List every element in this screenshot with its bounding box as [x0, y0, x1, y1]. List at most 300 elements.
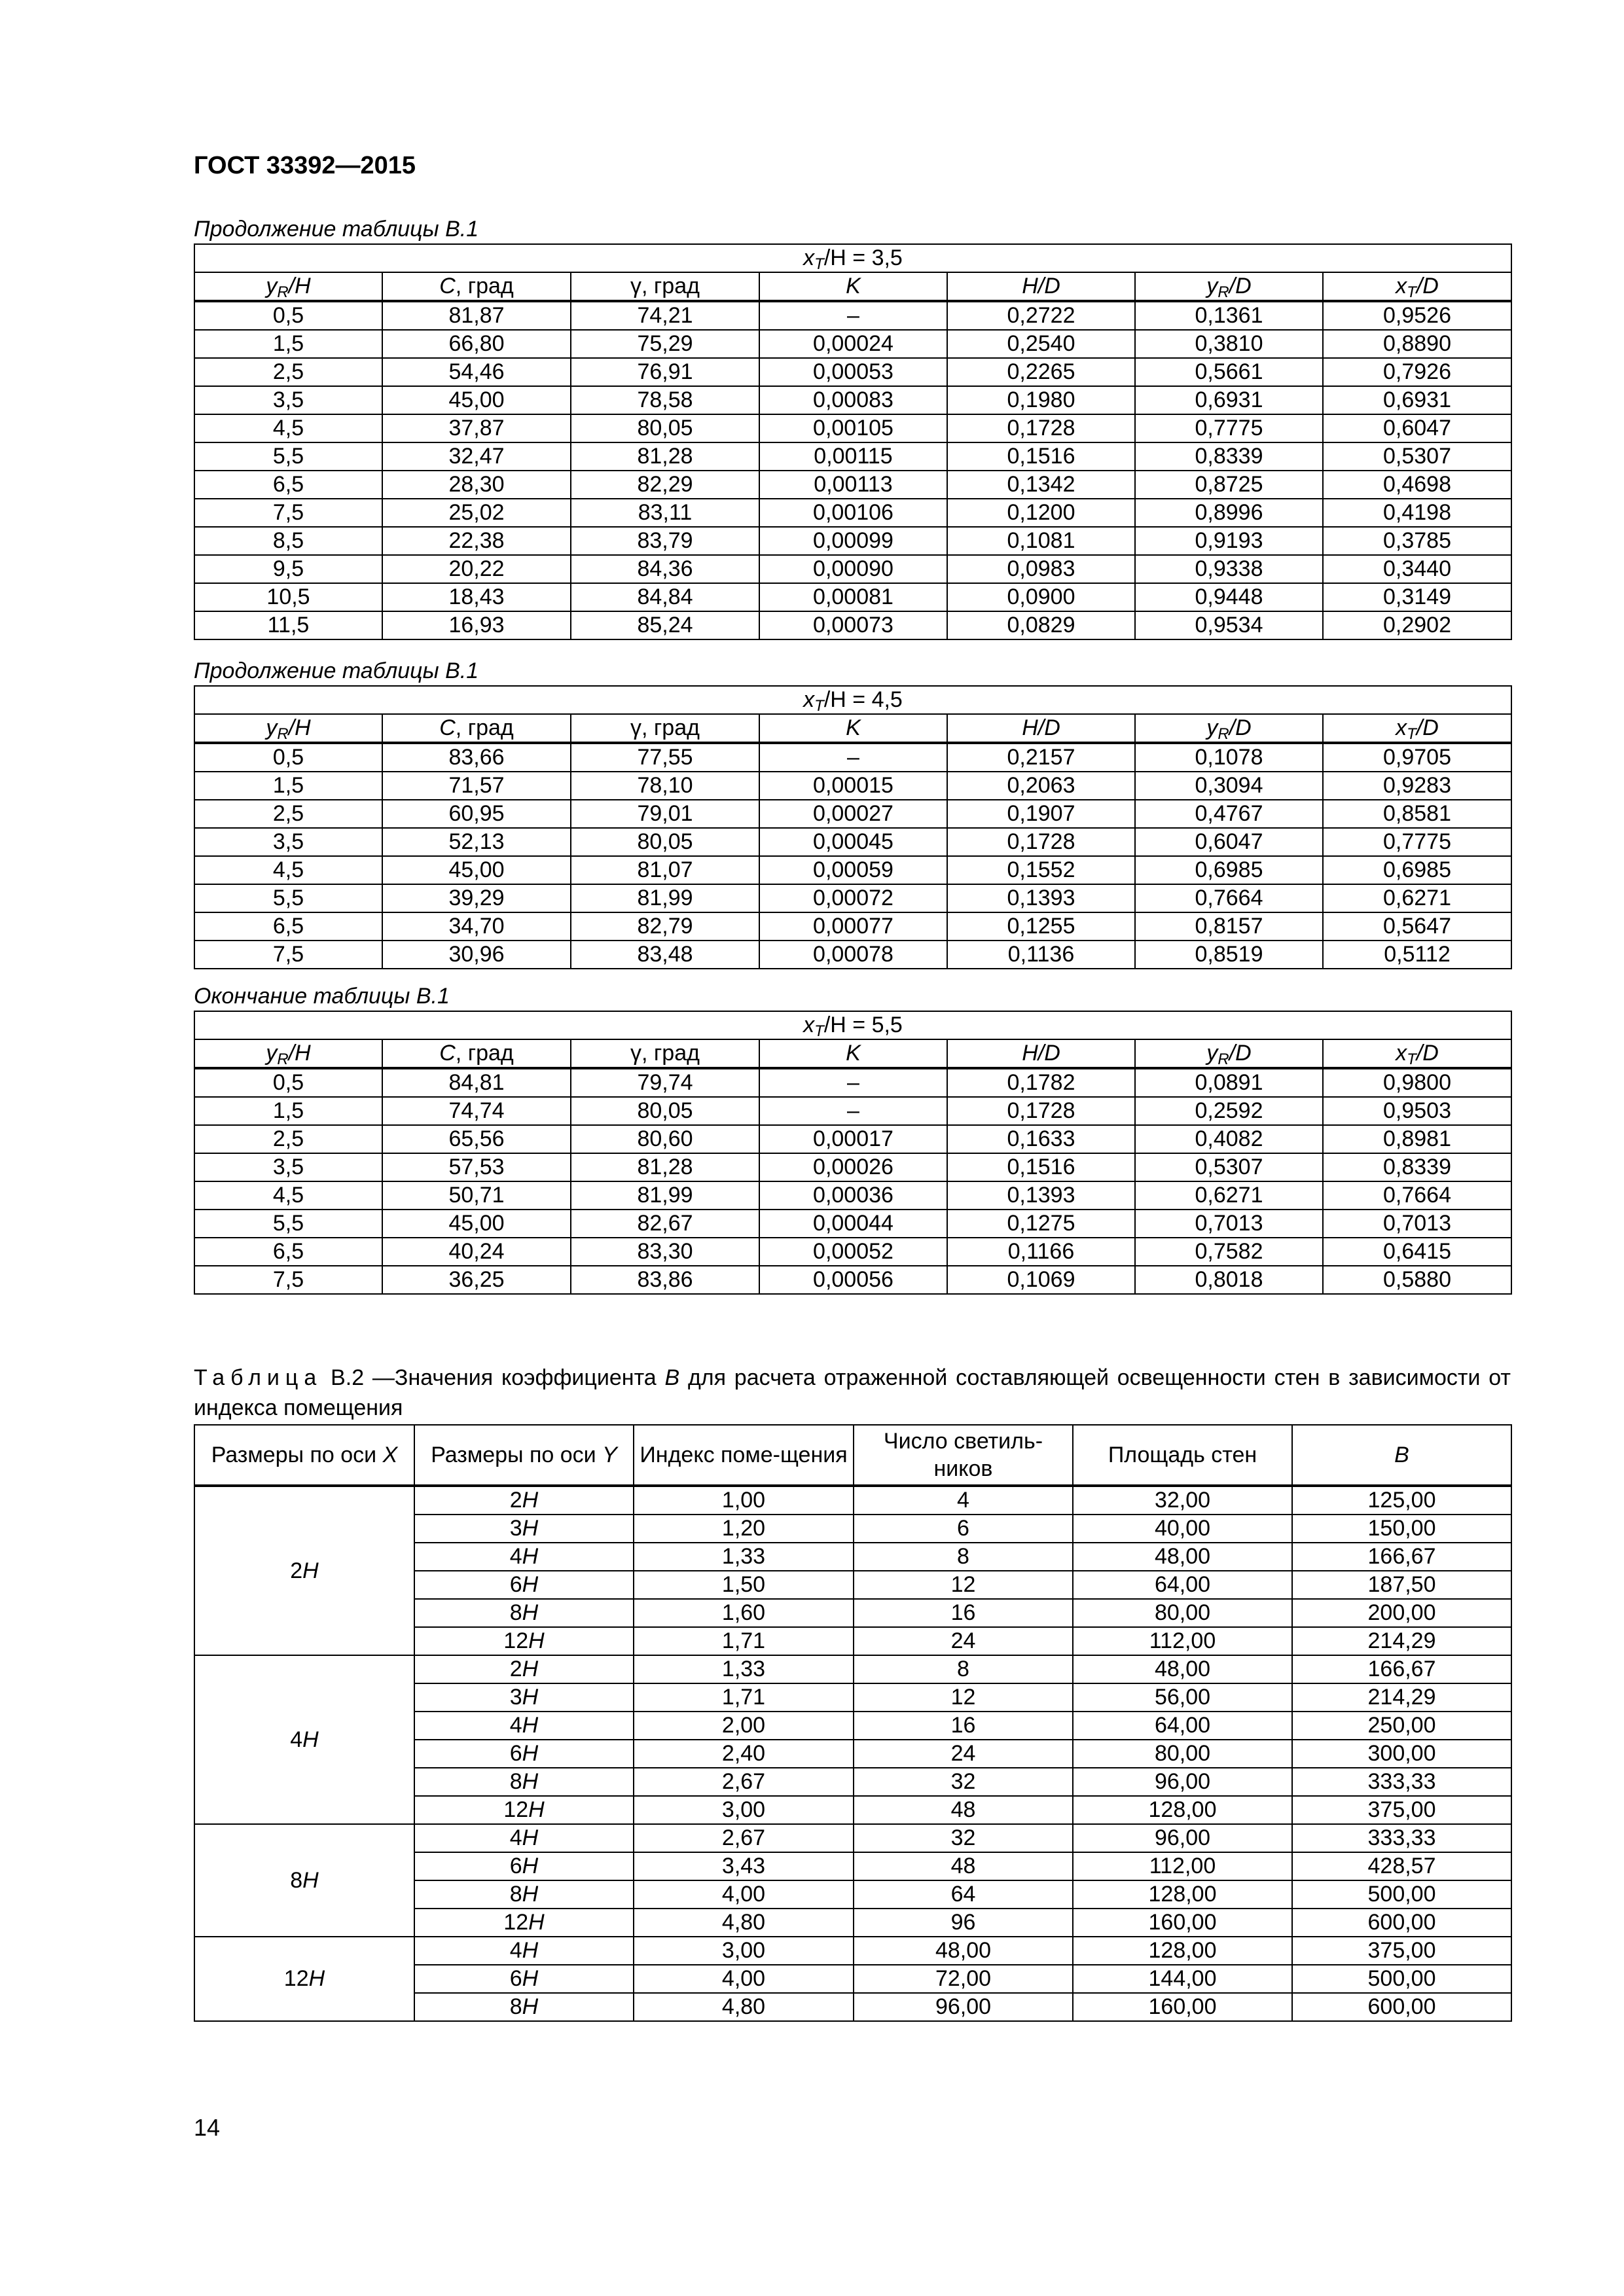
- table-cell: 32,00: [1073, 1486, 1292, 1515]
- table-cell: 57,53: [382, 1153, 571, 1181]
- column-header-row: [194, 272, 1511, 301]
- table-cell: 80,05: [571, 414, 759, 442]
- table-cell: 82,67: [571, 1210, 759, 1238]
- table-cell: 7,5: [194, 1266, 382, 1294]
- table-cell: 112,00: [1073, 1627, 1292, 1655]
- table-cell: 37,87: [382, 414, 571, 442]
- table-cell: 82,29: [571, 471, 759, 499]
- table-row: [194, 912, 1511, 941]
- table-cell: 0,1980: [947, 386, 1135, 414]
- table-cell: 0,7582: [1135, 1238, 1323, 1266]
- table-cell: 160,00: [1073, 1909, 1292, 1937]
- size-y-cell: 12H: [414, 1909, 634, 1937]
- table-cell: 64: [854, 1880, 1073, 1909]
- table-cell: 0,6931: [1135, 386, 1323, 414]
- col-header-gamma: γ, град: [571, 1039, 759, 1068]
- table-cell: 0,1342: [947, 471, 1135, 499]
- table-cell: 1,00: [634, 1486, 854, 1515]
- size-y-cell: 8H: [414, 1768, 634, 1796]
- table-cell: 2,5: [194, 1125, 382, 1153]
- table-cell: 0,2540: [947, 330, 1135, 358]
- table-cell: 1,71: [634, 1683, 854, 1712]
- table-cell: 0,8996: [1135, 499, 1323, 527]
- table-cell: 81,07: [571, 856, 759, 884]
- group-size-x-cell: 4H: [194, 1655, 414, 1824]
- table-cell: 1,50: [634, 1571, 854, 1599]
- size-y-cell: 6H: [414, 1965, 634, 1993]
- table-cell: 8: [854, 1543, 1073, 1571]
- table-row: [194, 583, 1511, 611]
- table-cell: 79,74: [571, 1068, 759, 1097]
- table-cell: 25,02: [382, 499, 571, 527]
- table-cell: 3,00: [634, 1937, 854, 1965]
- table-cell: 0,1552: [947, 856, 1135, 884]
- size-y-cell: 12H: [414, 1796, 634, 1824]
- size-y-cell: 8H: [414, 1880, 634, 1909]
- col-header-luminaire-count: Число светиль-ников: [854, 1425, 1073, 1486]
- table-row: [194, 1486, 1511, 1515]
- table-b1-part2: [194, 685, 1512, 969]
- table-cell: 0,1069: [947, 1266, 1135, 1294]
- table-cell: 125,00: [1292, 1486, 1511, 1515]
- table-cell: 0,00113: [759, 471, 947, 499]
- table-cell: 1,60: [634, 1599, 854, 1627]
- table-cell: 112,00: [1073, 1852, 1292, 1880]
- table-cell: 0,1081: [947, 527, 1135, 555]
- table-cell: 0,1166: [947, 1238, 1135, 1266]
- table-cell: –: [759, 1068, 947, 1097]
- table-cell: 0,6271: [1323, 884, 1511, 912]
- table-cell: 0,00073: [759, 611, 947, 639]
- table-cell: 0,7775: [1323, 828, 1511, 856]
- table-cell: 0,8725: [1135, 471, 1323, 499]
- table-cell: 300,00: [1292, 1740, 1511, 1768]
- table-cell: 6,5: [194, 1238, 382, 1266]
- table-cell: 3,5: [194, 828, 382, 856]
- table-cell: 24: [854, 1740, 1073, 1768]
- table-cell: 83,66: [382, 743, 571, 772]
- table-cell: 60,95: [382, 800, 571, 828]
- table-cell: 0,00026: [759, 1153, 947, 1181]
- table-cell: 0,7926: [1323, 358, 1511, 386]
- table-cell: 96,00: [1073, 1768, 1292, 1796]
- table-cell: 3,43: [634, 1852, 854, 1880]
- table-cell: 4,00: [634, 1965, 854, 1993]
- table-cell: 6,5: [194, 912, 382, 941]
- table-b1-part1-block: [194, 215, 1511, 640]
- table-cell: 66,80: [382, 330, 571, 358]
- table-cell: 0,1728: [947, 414, 1135, 442]
- table-cell: 428,57: [1292, 1852, 1511, 1880]
- group-size-x-cell: 12H: [194, 1937, 414, 2021]
- table-row: [194, 1655, 1511, 1683]
- table-cell: 81,28: [571, 1153, 759, 1181]
- size-y-cell: 4H: [414, 1543, 634, 1571]
- table-cell: 0,00106: [759, 499, 947, 527]
- table-cell: 0,8890: [1323, 330, 1511, 358]
- col-header-h-d: H/D: [947, 1039, 1135, 1068]
- table-cell: 80,05: [571, 1097, 759, 1125]
- table-cell: 0,00077: [759, 912, 947, 941]
- table-cell: 0,00045: [759, 828, 947, 856]
- table-cell: 77,55: [571, 743, 759, 772]
- table-cell: 2,40: [634, 1740, 854, 1768]
- table-row: [194, 358, 1511, 386]
- table-cell: 83,79: [571, 527, 759, 555]
- table-cell: 3,00: [634, 1796, 854, 1824]
- table-cell: 56,00: [1073, 1683, 1292, 1712]
- table-cell: 32: [854, 1824, 1073, 1852]
- table-cell: 45,00: [382, 386, 571, 414]
- table-cell: 0,6415: [1323, 1238, 1511, 1266]
- table-cell: 0,8519: [1135, 941, 1323, 969]
- table-cell: 0,1361: [1135, 301, 1323, 330]
- table-cell: 34,70: [382, 912, 571, 941]
- table-cell: 8: [854, 1655, 1073, 1683]
- table-cell: 45,00: [382, 1210, 571, 1238]
- table-cell: 2,5: [194, 358, 382, 386]
- table-b1-part3-block: [194, 982, 1511, 1295]
- table-cell: 2,00: [634, 1712, 854, 1740]
- table-cell: 0,6047: [1323, 414, 1511, 442]
- table-cell: 75,29: [571, 330, 759, 358]
- table-cell: 96,00: [854, 1993, 1073, 2021]
- table-row: [194, 828, 1511, 856]
- table-cell: 0,00072: [759, 884, 947, 912]
- col-header-yr-h: $y_R/H$: [194, 1039, 382, 1068]
- column-header-row: [194, 1039, 1511, 1068]
- table-cell: 187,50: [1292, 1571, 1511, 1599]
- table-cell: 2,67: [634, 1824, 854, 1852]
- table-cell: 3,5: [194, 386, 382, 414]
- table-row: [194, 301, 1511, 330]
- table-cell: 48,00: [854, 1937, 1073, 1965]
- col-header-k: K: [759, 1039, 947, 1068]
- table-cell: 0,1200: [947, 499, 1135, 527]
- table-cell: 0,5112: [1323, 941, 1511, 969]
- size-y-cell: 8H: [414, 1993, 634, 2021]
- table-row: [194, 471, 1511, 499]
- table-b1-part1: [194, 243, 1512, 640]
- table-cell: 0,00099: [759, 527, 947, 555]
- table-cell: 83,11: [571, 499, 759, 527]
- table-b2-caption: Таблица В.2 —Значения коэффициента B для расчета отраженной составляющей освещенности стен в зависимости от индекса помещения: [194, 1365, 1511, 1420]
- table-row: [194, 330, 1511, 358]
- table-cell: 4,00: [634, 1880, 854, 1909]
- table-cell: 0,6985: [1323, 856, 1511, 884]
- group-size-x-cell: 8H: [194, 1824, 414, 1937]
- table-cell: 84,81: [382, 1068, 571, 1097]
- table-row: [194, 1824, 1511, 1852]
- table-cell: 0,1516: [947, 1153, 1135, 1181]
- table-cell: 39,29: [382, 884, 571, 912]
- table-cell: 500,00: [1292, 1880, 1511, 1909]
- table-cell: 0,0900: [947, 583, 1135, 611]
- table-cell: 5,5: [194, 442, 382, 471]
- table-cell: 48: [854, 1796, 1073, 1824]
- col-header-gamma: γ, град: [571, 272, 759, 301]
- table-cell: 4,5: [194, 414, 382, 442]
- table-cell: 30,96: [382, 941, 571, 969]
- table-cell: 0,6931: [1323, 386, 1511, 414]
- table-cell: 20,22: [382, 555, 571, 583]
- table-row: [194, 386, 1511, 414]
- col-header-k: K: [759, 272, 947, 301]
- table-cell: 0,3440: [1323, 555, 1511, 583]
- table-cell: 0,8018: [1135, 1266, 1323, 1294]
- size-y-cell: 4H: [414, 1712, 634, 1740]
- table-cell: 22,38: [382, 527, 571, 555]
- table-cell: 28,30: [382, 471, 571, 499]
- table-cell: 214,29: [1292, 1627, 1511, 1655]
- table-cell: 250,00: [1292, 1712, 1511, 1740]
- table-cell: 96: [854, 1909, 1073, 1937]
- col-header-room-index: Индекс поме-щения: [634, 1425, 854, 1486]
- table-cell: –: [759, 301, 947, 330]
- table-cell: 81,99: [571, 1181, 759, 1210]
- table-cell: 80,00: [1073, 1740, 1292, 1768]
- table-cell: 82,79: [571, 912, 759, 941]
- table-cell: 0,3785: [1323, 527, 1511, 555]
- table-cell: 84,84: [571, 583, 759, 611]
- size-y-cell: 6H: [414, 1852, 634, 1880]
- table-cell: 18,43: [382, 583, 571, 611]
- table-cell: 4,80: [634, 1909, 854, 1937]
- table-cell: 0,4698: [1323, 471, 1511, 499]
- table-cell: 0,6271: [1135, 1181, 1323, 1210]
- table-cell: 4: [854, 1486, 1073, 1515]
- table-cell: 375,00: [1292, 1937, 1511, 1965]
- table-cell: 0,5: [194, 301, 382, 330]
- table-cell: 78,58: [571, 386, 759, 414]
- table-cell: 0,00053: [759, 358, 947, 386]
- table-cell: 0,8581: [1323, 800, 1511, 828]
- table-cell: 0,0891: [1135, 1068, 1323, 1097]
- table-cell: 64,00: [1073, 1712, 1292, 1740]
- table-cell: 76,91: [571, 358, 759, 386]
- col-header-xt-d: $x_T/D$: [1323, 1039, 1511, 1068]
- table-cell: 2,67: [634, 1768, 854, 1796]
- col-header-yr-h: $y_R/H$: [194, 272, 382, 301]
- table-cell: 0,00059: [759, 856, 947, 884]
- table-cell: 0,7013: [1323, 1210, 1511, 1238]
- table-cell: 375,00: [1292, 1796, 1511, 1824]
- table-cell: 5,5: [194, 1210, 382, 1238]
- col-header-xt-d: $x_T/D$: [1323, 714, 1511, 743]
- size-y-cell: 6H: [414, 1571, 634, 1599]
- table-cell: 54,46: [382, 358, 571, 386]
- table-cell: 0,2063: [947, 772, 1135, 800]
- table-cell: 0,00044: [759, 1210, 947, 1238]
- table-cell: 0,1078: [1135, 743, 1323, 772]
- col-header-h-d: H/D: [947, 272, 1135, 301]
- table-cell: 0,00083: [759, 386, 947, 414]
- table-cell: 12: [854, 1571, 1073, 1599]
- group-header-row: [194, 244, 1511, 272]
- table-cell: 0,00081: [759, 583, 947, 611]
- table-cell: 4,5: [194, 856, 382, 884]
- table-cell: –: [759, 1097, 947, 1125]
- table-cell: 0,5307: [1323, 442, 1511, 471]
- table-cell: 74,74: [382, 1097, 571, 1125]
- table-cell: 8,5: [194, 527, 382, 555]
- table-caption: Продолжение таблицы В.1: [194, 217, 479, 242]
- table-cell: 0,1633: [947, 1125, 1135, 1153]
- table-cell: 79,01: [571, 800, 759, 828]
- table-cell: 0,1255: [947, 912, 1135, 941]
- col-header-wall-area: Площадь стен: [1073, 1425, 1292, 1486]
- table-cell: 0,5: [194, 1068, 382, 1097]
- table-cell: 11,5: [194, 611, 382, 639]
- table-row: [194, 884, 1511, 912]
- table-cell: 0,1516: [947, 442, 1135, 471]
- table-row: [194, 1181, 1511, 1210]
- table-cell: 0,00036: [759, 1181, 947, 1210]
- table-row: [194, 800, 1511, 828]
- table-cell: 65,56: [382, 1125, 571, 1153]
- table-cell: 1,5: [194, 330, 382, 358]
- table-cell: 83,86: [571, 1266, 759, 1294]
- table-cell: 0,9283: [1323, 772, 1511, 800]
- table-cell: 0,00090: [759, 555, 947, 583]
- table-cell: 0,1393: [947, 884, 1135, 912]
- table-cell: 83,30: [571, 1238, 759, 1266]
- table-cell: 80,05: [571, 828, 759, 856]
- table-cell: 0,00024: [759, 330, 947, 358]
- table-cell: 144,00: [1073, 1965, 1292, 1993]
- table-cell: 0,1728: [947, 828, 1135, 856]
- table-cell: 0,0983: [947, 555, 1135, 583]
- column-header-row: [194, 714, 1511, 743]
- table-row: [194, 1068, 1511, 1097]
- table-cell: 16: [854, 1599, 1073, 1627]
- table-cell: 10,5: [194, 583, 382, 611]
- table-cell: 150,00: [1292, 1515, 1511, 1543]
- table-cell: 0,4198: [1323, 499, 1511, 527]
- table-b2: [194, 1424, 1512, 2022]
- table-b2-block: [194, 1424, 1511, 2022]
- table-cell: 0,9705: [1323, 743, 1511, 772]
- col-header-c: C, град: [382, 714, 571, 743]
- table-cell: 0,6047: [1135, 828, 1323, 856]
- table-cell: 0,1136: [947, 941, 1135, 969]
- group-header-row: [194, 686, 1511, 714]
- table-cell: 81,99: [571, 884, 759, 912]
- table-cell: 0,5880: [1323, 1266, 1511, 1294]
- table-cell: 0,2722: [947, 301, 1135, 330]
- table-cell: 72,00: [854, 1965, 1073, 1993]
- group-header-cell: $x_T/H = 4,5$: [194, 686, 1511, 714]
- table-row: [194, 527, 1511, 555]
- table-cell: 0,00115: [759, 442, 947, 471]
- table-cell: 7,5: [194, 499, 382, 527]
- table-cell: 48,00: [1073, 1543, 1292, 1571]
- table-cell: 32,47: [382, 442, 571, 471]
- table-cell: 0,1393: [947, 1181, 1135, 1210]
- table-cell: 0,9338: [1135, 555, 1323, 583]
- page-number: 14: [194, 2114, 221, 2141]
- table-cell: 0,8157: [1135, 912, 1323, 941]
- group-header-cell: $x_T/H = 5,5$: [194, 1011, 1511, 1039]
- table-cell: 45,00: [382, 856, 571, 884]
- table-row: [194, 1097, 1511, 1125]
- table-cell: 0,7664: [1135, 884, 1323, 912]
- table-row: [194, 1210, 1511, 1238]
- table-cell: 0,00017: [759, 1125, 947, 1153]
- table-cell: 0,1907: [947, 800, 1135, 828]
- table-cell: 0,5661: [1135, 358, 1323, 386]
- table-row: [194, 442, 1511, 471]
- table-cell: 80,60: [571, 1125, 759, 1153]
- table-cell: 0,8339: [1135, 442, 1323, 471]
- table-cell: 9,5: [194, 555, 382, 583]
- table-caption: Продолжение таблицы В.1: [194, 658, 479, 683]
- table-cell: 83,48: [571, 941, 759, 969]
- table-cell: 0,00056: [759, 1266, 947, 1294]
- table-row: [194, 1125, 1511, 1153]
- col-header-size-x: Размеры по оси X: [194, 1425, 414, 1486]
- table-cell: 81,87: [382, 301, 571, 330]
- table-cell: 40,24: [382, 1238, 571, 1266]
- table-cell: 600,00: [1292, 1993, 1511, 2021]
- table-cell: 81,28: [571, 442, 759, 471]
- table-cell: 0,2902: [1323, 611, 1511, 639]
- table-cell: 0,9534: [1135, 611, 1323, 639]
- table-cell: 0,4767: [1135, 800, 1323, 828]
- table-cell: 64,00: [1073, 1571, 1292, 1599]
- table-cell: 50,71: [382, 1181, 571, 1210]
- table-cell: 128,00: [1073, 1880, 1292, 1909]
- table-cell: 0,7775: [1135, 414, 1323, 442]
- table-cell: 4,80: [634, 1993, 854, 2021]
- table-cell: 12: [854, 1683, 1073, 1712]
- table-cell: 0,2265: [947, 358, 1135, 386]
- table-b1-part3: [194, 1011, 1512, 1295]
- table-cell: 0,5: [194, 743, 382, 772]
- table-cell: 0,9526: [1323, 301, 1511, 330]
- size-y-cell: 4H: [414, 1937, 634, 1965]
- table-cell: 0,2592: [1135, 1097, 1323, 1125]
- table-row: [194, 772, 1511, 800]
- col-header-b: B: [1292, 1425, 1511, 1486]
- table-row: [194, 1153, 1511, 1181]
- table-cell: –: [759, 743, 947, 772]
- table-cell: 0,1275: [947, 1210, 1135, 1238]
- table-cell: 71,57: [382, 772, 571, 800]
- table-row: [194, 743, 1511, 772]
- table-cell: 1,71: [634, 1627, 854, 1655]
- table-cell: 0,1728: [947, 1097, 1135, 1125]
- table-row: [194, 856, 1511, 884]
- table-cell: 166,67: [1292, 1655, 1511, 1683]
- col-header-yr-d: $y_R/D$: [1135, 272, 1323, 301]
- col-header-h-d: H/D: [947, 714, 1135, 743]
- table-cell: 0,3810: [1135, 330, 1323, 358]
- table-cell: 0,0829: [947, 611, 1135, 639]
- table-row: [194, 941, 1511, 969]
- group-header-row: [194, 1011, 1511, 1039]
- table-cell: 0,9503: [1323, 1097, 1511, 1125]
- table-cell: 0,5647: [1323, 912, 1511, 941]
- table-cell: 3,5: [194, 1153, 382, 1181]
- col-header-gamma: γ, град: [571, 714, 759, 743]
- col-header-size-y: Размеры по оси Y: [414, 1425, 634, 1486]
- table-cell: 6,5: [194, 471, 382, 499]
- table-cell: 74,21: [571, 301, 759, 330]
- table-cell: 600,00: [1292, 1909, 1511, 1937]
- table-row: [194, 499, 1511, 527]
- table-cell: 0,4082: [1135, 1125, 1323, 1153]
